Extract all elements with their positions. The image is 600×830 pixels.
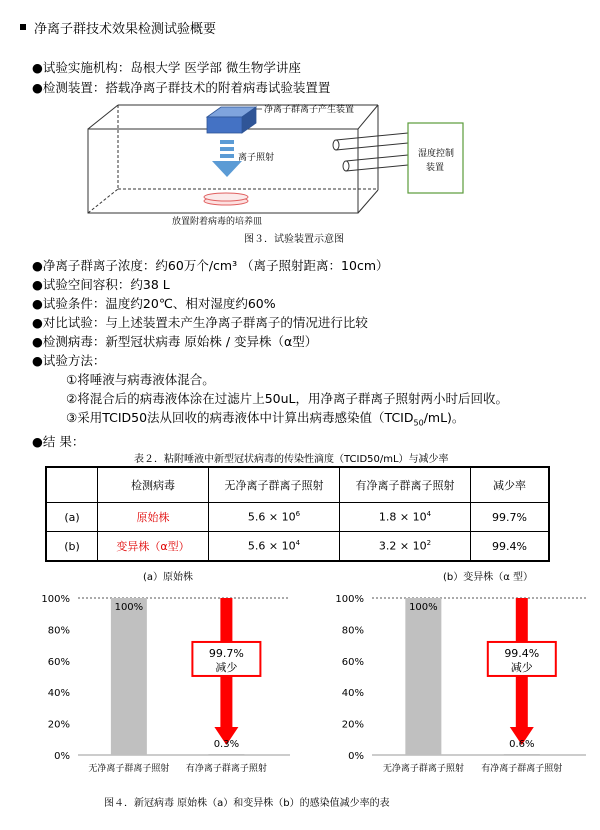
results-table xyxy=(45,466,550,562)
row-id: (b) xyxy=(46,532,98,562)
titer-without: $5.6 \times 10^6$ xyxy=(209,503,340,532)
volume-line: ●试验空间容积：约38 L xyxy=(32,277,170,292)
virus-line: ●检测病毒：新型冠状病毒 原始株 / 变异株（α型） xyxy=(32,334,318,349)
method-step-2: ②将混合后的病毒液体涂在过滤片上50uL，用净离子群离子照射两小时后回收。 xyxy=(66,391,508,406)
titer-without: $5.6 \times 10^4$ xyxy=(209,532,340,562)
bar-value-label: 100% xyxy=(114,602,144,613)
y-tick-label: 100% xyxy=(41,594,70,605)
humidity-label-2: 装置 xyxy=(426,163,445,173)
y-tick-label: 20% xyxy=(341,719,364,731)
chart-title: (b）变异株（α 型） xyxy=(442,572,534,583)
petri-dish-icon xyxy=(204,193,248,205)
ion-device-label: 净离子群离子产生装置 xyxy=(264,105,355,115)
method-step-1: ①将唾液与病毒液体混合。 xyxy=(66,372,215,387)
table-row xyxy=(46,532,549,562)
y-tick-label: 20% xyxy=(47,719,70,731)
x-tick-label: 无净离子群离子照射 xyxy=(88,764,170,774)
y-tick-label: 0% xyxy=(54,751,70,762)
y-tick-label: 100% xyxy=(335,594,364,605)
environment-line: ●试验条件：温度约20℃、相对湿度约60% xyxy=(32,296,276,311)
row-id: (a) xyxy=(46,503,98,532)
bar xyxy=(208,754,244,755)
test-device-diagram xyxy=(0,95,600,245)
reduction-charts xyxy=(0,560,600,790)
table-row xyxy=(46,503,549,532)
heading-bullet xyxy=(20,24,26,30)
bar-value-label: 0.6% xyxy=(509,739,535,750)
annotation-label: 减少 xyxy=(215,660,238,674)
titer-with: $1.8 \times 10^4$ xyxy=(340,503,471,532)
reduction-rate: 99.7% xyxy=(471,503,550,532)
fig4-caption: 图４．新冠病毒 原始株（a）和变异株（b）的感染值减少率的表 xyxy=(104,798,390,809)
reduction-rate: 99.4% xyxy=(471,532,550,562)
annotation-rate: 99.4% xyxy=(504,646,540,660)
fig3-caption: 图３．试验装置示意图 xyxy=(244,234,344,245)
table-header: 无净离子群离子照射 xyxy=(209,467,340,503)
bar-value-label: 0.3% xyxy=(213,739,240,750)
method-title: ●试验方法： xyxy=(32,353,106,368)
annotation-label: 减少 xyxy=(510,660,533,674)
y-tick-label: 0% xyxy=(348,751,364,762)
y-tick-label: 60% xyxy=(47,656,70,668)
y-tick-label: 40% xyxy=(341,688,364,700)
bar xyxy=(504,754,540,755)
ion-concentration-line: ●净离子群离子浓度：约60万个/cm³ （离子照射距离：10cm） xyxy=(32,258,389,273)
annotation-rate: 99.7% xyxy=(208,646,244,660)
chart-title: (a）原始株 xyxy=(142,572,194,583)
dish-label: 放置附着病毒的培养皿 xyxy=(172,217,263,227)
y-tick-label: 60% xyxy=(341,656,364,668)
x-tick-label: 无净离子群离子照射 xyxy=(382,764,464,774)
method-step-3: ③采用TCID50法从回收的病毒液体中计算出病毒感染值$(TCID_{50}/mL)$。 xyxy=(66,410,465,428)
y-tick-label: 80% xyxy=(47,625,70,637)
virus-name: 变异株（α型） xyxy=(98,532,209,562)
table2-caption: 表２．粘附唾液中新型冠状病毒的传染性滴度（TCID50/mL）与减少率 xyxy=(134,454,449,465)
device-line: ●检测装置：搭载净离子群技术的附着病毒试验装置置 xyxy=(32,80,331,95)
y-tick-label: 40% xyxy=(47,688,70,700)
institution-line: ●试验实施机构：岛根大学 医学部 微生物学讲座 xyxy=(32,60,301,75)
results-title: ●结 果： xyxy=(32,434,85,449)
x-tick-label: 有净离子群离子照射 xyxy=(481,764,563,774)
ion-irradiation-label: 离子照射 xyxy=(238,153,275,163)
table-header: 有净离子群离子照射 xyxy=(340,467,471,503)
x-tick-label: 有净离子群离子照射 xyxy=(185,764,267,774)
table-header: 减少率 xyxy=(471,467,550,503)
bar xyxy=(405,598,441,755)
titer-with: $3.2 \times 10^2$ xyxy=(340,532,471,562)
page-heading: 净离子群技术效果检测试验概要 xyxy=(34,22,217,37)
bar-value-label: 100% xyxy=(409,602,438,613)
comparison-line: ●对比试验：与上述装置未产生净离子群离子的情况进行比较 xyxy=(32,315,368,330)
bar xyxy=(111,598,147,755)
table-header: 检测病毒 xyxy=(98,467,209,503)
y-tick-label: 80% xyxy=(341,625,364,637)
virus-name: 原始株 xyxy=(98,503,209,532)
table-header-row xyxy=(46,467,549,503)
humidity-label-1: 湿度控制 xyxy=(418,149,455,159)
table-header xyxy=(46,467,98,503)
